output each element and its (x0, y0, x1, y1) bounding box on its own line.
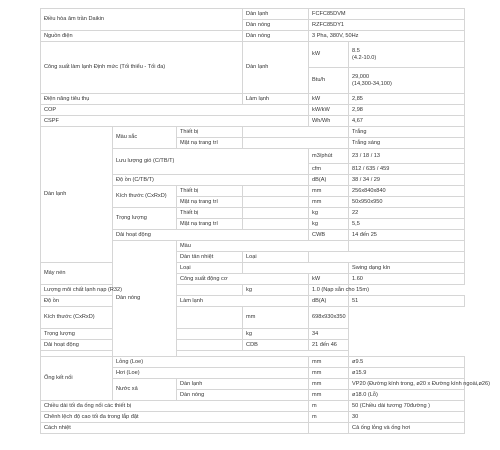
power-source-value: 3 Pha, 380V, 50Hz (309, 31, 465, 42)
indoor-color-label: Màu sắc (113, 127, 177, 149)
max-length-value: 50 (Chiều dài tương 70đường ) (349, 401, 465, 412)
indoor-airflow-unit-cfm: cfm (309, 164, 349, 175)
cop-value: 2,98 (349, 105, 465, 116)
outdoor-hx-type: Loại (243, 252, 309, 263)
outdoor-range-unit: CDB (243, 340, 309, 351)
indoor-model-label: Dàn lạnh (243, 9, 309, 20)
max-length-unit: m (309, 401, 349, 412)
piping-drain-outdoor: Dàn nóng (177, 390, 309, 401)
insulation-label: Cách nhiệt (41, 423, 309, 434)
indoor-color-device: Thiết bị (177, 127, 243, 138)
outdoor-noise-value: 51 (349, 296, 465, 307)
piping-drain-indoor: Dàn lạnh (177, 379, 309, 390)
outdoor-compressor-type: Loại (177, 263, 243, 274)
indoor-size-panel: Mặt nạ trang trí (177, 197, 243, 208)
outdoor-weight-value: 34 (309, 329, 349, 340)
cooling-capacity-unit-btu: Btu/h (309, 68, 349, 94)
outdoor-compressor-power-unit: kW (309, 274, 349, 285)
outdoor-color-label: Màu (177, 241, 349, 252)
piping-liquid-unit: mm (309, 357, 349, 368)
max-height-label: Chênh lệch độ cao tối đa trong lắp đặt (41, 412, 309, 423)
outdoor-refrigerant-label: Lượng môi chất lạnh nạp (R32) (41, 285, 243, 296)
indoor-section-label: Dàn lạnh (41, 127, 113, 263)
outdoor-refrigerant-unit: kg (243, 285, 309, 296)
indoor-size-device-unit: mm (309, 186, 349, 197)
indoor-weight-device: Thiết bị (177, 208, 243, 219)
cspf-unit: Wh/Wh (309, 116, 349, 127)
piping-drain-outdoor-unit: mm (309, 390, 349, 401)
cooling-capacity-unit-kw: kW (309, 42, 349, 68)
indoor-weight-label: Trọng lượng (113, 208, 177, 230)
outdoor-range-value: 21 đến 46 (309, 340, 349, 351)
outdoor-compressor-power: Công suất động cơ (177, 274, 309, 285)
max-height-unit: m (309, 412, 349, 423)
outdoor-noise-unit: dB(A) (309, 296, 349, 307)
cooling-capacity-label: Công suất làm lạnh Định mức (Tối thiểu - Tối đa) (41, 42, 243, 94)
piping-gas-unit: mm (309, 368, 349, 379)
indoor-color-device-value: Trắng (349, 127, 465, 138)
indoor-weight-device-value: 22 (349, 208, 465, 219)
outdoor-compressor-type-value: Swing dạng kín (349, 263, 465, 274)
cspf-value: 4,67 (349, 116, 465, 127)
indoor-weight-panel-value: 5,5 (349, 219, 465, 230)
piping-drain-indoor-unit: mm (309, 379, 349, 390)
outdoor-size-unit: mm (243, 307, 309, 329)
indoor-range-unit: CWB (309, 230, 349, 241)
outdoor-size-value: 698x930x350 (309, 307, 349, 329)
indoor-airflow-value-cfm: 812 / 635 / 459 (349, 164, 465, 175)
indoor-model-value: FCFC85DVM (309, 9, 465, 20)
outdoor-weight-label: Trọng lượng (41, 329, 243, 340)
indoor-color-panel-value: Trắng sáng (349, 138, 465, 149)
indoor-noise-label: Độ ồn (C/TB/T) (113, 175, 309, 186)
indoor-noise-value: 38 / 34 / 29 (349, 175, 465, 186)
power-consumption-value: 2,85 (349, 94, 465, 105)
indoor-size-panel-value: 50x950x950 (349, 197, 465, 208)
outdoor-refrigerant-value: 1.0 (Nạp sẵn cho 15m) (309, 285, 349, 296)
outdoor-hx-label: Dàn tản nhiệt (177, 252, 243, 263)
indoor-weight-panel-unit: kg (309, 219, 349, 230)
indoor-range-value: 14 đến 25 (349, 230, 465, 241)
indoor-size-device: Thiết bị (177, 186, 243, 197)
outdoor-range-label: Dải hoạt động (41, 340, 243, 351)
piping-drain-outdoor-value: ø18.0 (Lỗ) (349, 390, 465, 401)
piping-liquid-value: ø9.5 (349, 357, 465, 368)
cooling-capacity-value-btu: 29,000 (14,300-34,100) (349, 68, 465, 94)
piping-gas-label: Hơi (Loe) (113, 368, 309, 379)
cooling-capacity-sub: Dàn lạnh (243, 42, 309, 94)
piping-drain-indoor-value: VP20 (Đường kính trong, ø20 x Đường kính ngoài,ø26) (349, 379, 465, 390)
outdoor-model-label: Dàn nóng (243, 20, 309, 31)
product-label: Điều hòa âm trần Daikin (41, 9, 243, 31)
cop-unit: kW/kW (309, 105, 349, 116)
cooling-capacity-value-kw: 8.5 (4.2-10.0) (349, 42, 465, 68)
outdoor-compressor-power-value: 1.60 (349, 274, 465, 285)
power-consumption-label: Điện năng tiêu thụ (41, 94, 243, 105)
indoor-size-device-value: 256x840x840 (349, 186, 465, 197)
indoor-size-label: Kích thước (CxRxD) (113, 186, 177, 208)
outdoor-compressor-label: Máy nén (41, 263, 113, 285)
indoor-color-panel: Mặt nạ trang trí (177, 138, 243, 149)
indoor-weight-device-unit: kg (309, 208, 349, 219)
piping-gas-value: ø15.9 (349, 368, 465, 379)
cop-label: COP (41, 105, 309, 116)
outdoor-noise-sub: Làm lạnh (177, 296, 309, 307)
power-consumption-sub: Làm lạnh (243, 94, 309, 105)
indoor-airflow-value-m3: 23 / 18 / 13 (349, 149, 465, 164)
indoor-range-label: Dải hoạt động (113, 230, 309, 241)
piping-section-label: Ống kết nối (41, 357, 113, 401)
piping-liquid-label: Lỏng (Loe) (113, 357, 309, 368)
piping-drain-label: Nước xả (113, 379, 177, 401)
indoor-airflow-unit-m3: m3/phút (309, 149, 349, 164)
outdoor-section-label: Dàn nóng (113, 241, 177, 357)
max-length-label: Chiều dài tối đa ống nối các thiết bị (41, 401, 309, 412)
power-consumption-unit: kW (309, 94, 349, 105)
outdoor-size-label: Kích thước (CxRxD) (41, 307, 243, 329)
outdoor-noise-label: Độ ồn (41, 296, 113, 307)
spec-table (40, 8, 490, 434)
indoor-airflow-label: Lưu lượng gió (C/TB/T) (113, 149, 309, 175)
outdoor-model-value: RZFC85DY1 (309, 20, 465, 31)
indoor-noise-unit: dB(A) (309, 175, 349, 186)
indoor-weight-panel: Mặt nạ trang trí (177, 219, 243, 230)
indoor-size-panel-unit: mm (309, 197, 349, 208)
max-height-value: 30 (349, 412, 465, 423)
insulation-value: Cả ống lỏng và ống hơi (349, 423, 465, 434)
power-source-label: Nguồn điện (41, 31, 243, 42)
power-source-sub: Dàn nóng (243, 31, 309, 42)
outdoor-weight-unit: kg (243, 329, 309, 340)
cspf-label: CSPF (41, 116, 309, 127)
